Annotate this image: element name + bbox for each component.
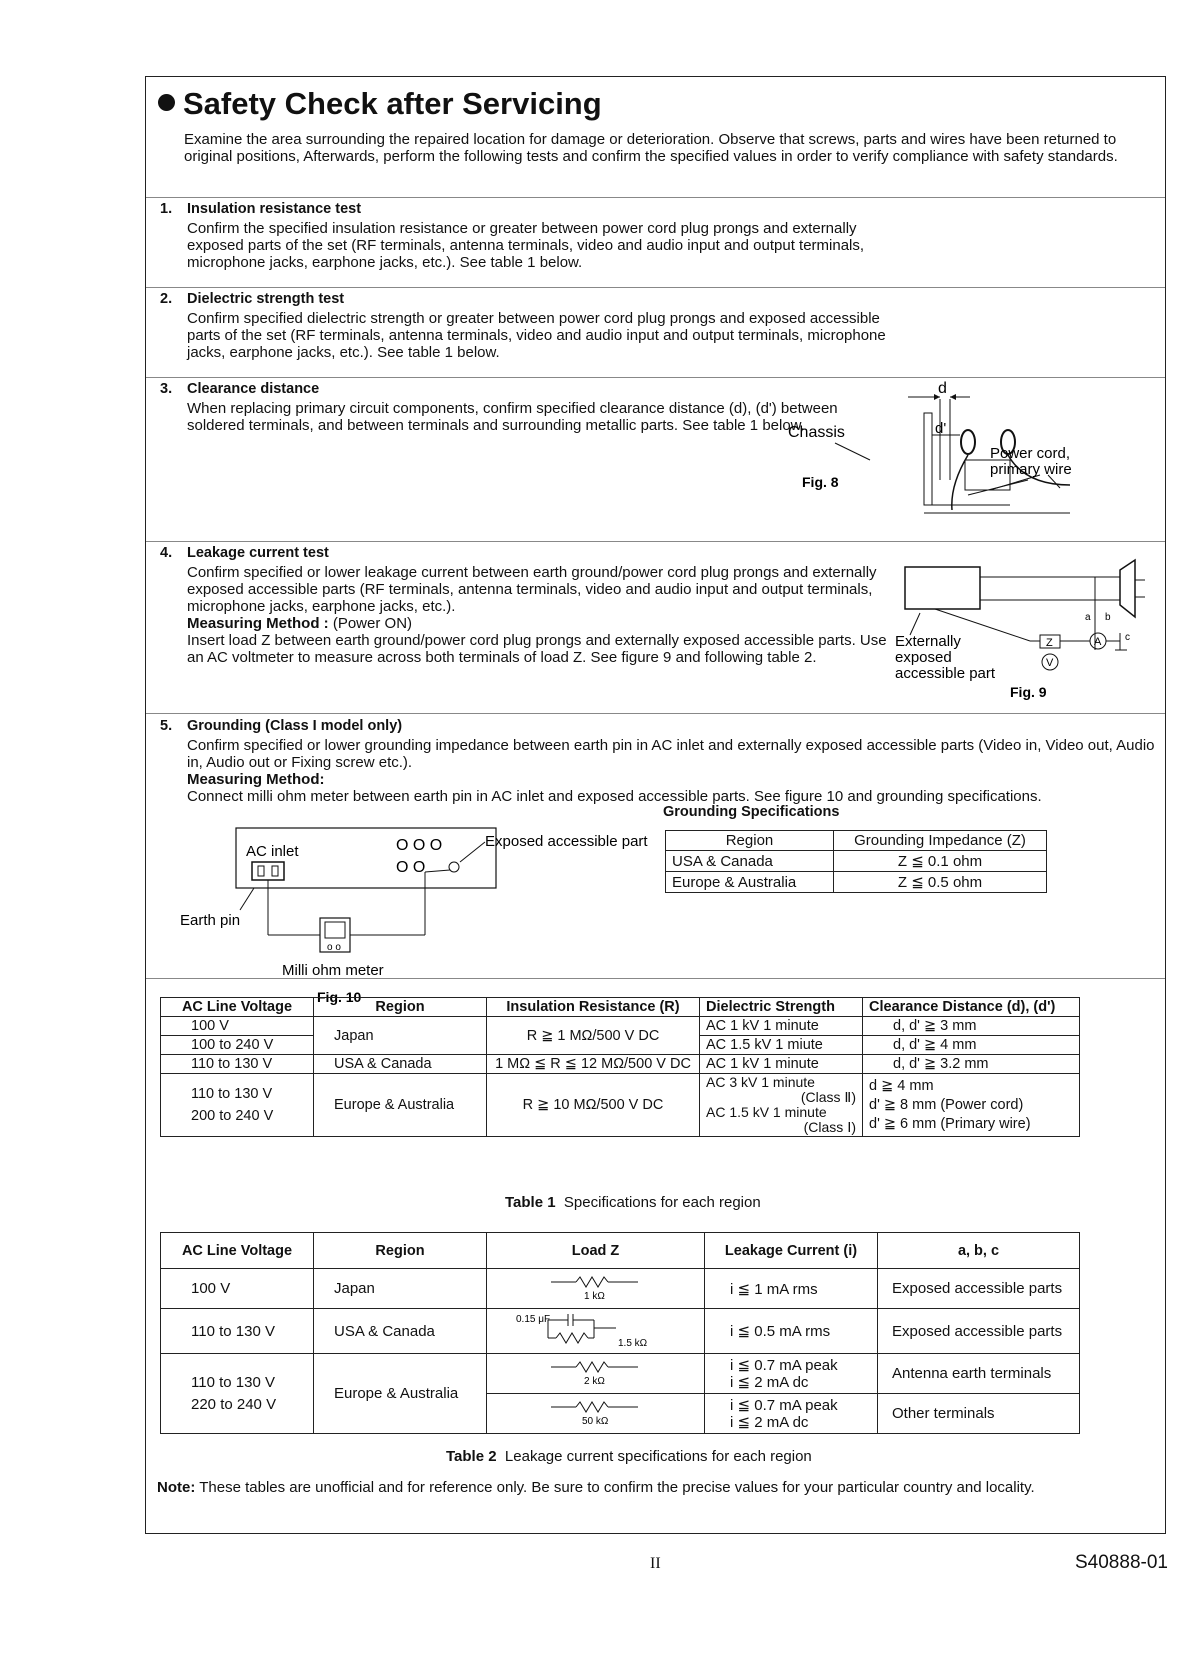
table-cell: Exposed accessible parts <box>878 1309 1080 1354</box>
table-cell <box>487 1309 705 1354</box>
caption-text: Specifications for each region <box>563 1194 761 1211</box>
fig9-z: Z <box>1046 637 1053 649</box>
measuring-method-label: Measuring Method: <box>187 771 325 788</box>
section-number: 4. <box>160 545 173 561</box>
table-row <box>666 831 1047 851</box>
resistor-icon <box>546 1397 646 1427</box>
table-cell <box>487 1354 705 1394</box>
fig9-externally: Externally <box>895 633 961 650</box>
fig10-ac-inlet: AC inlet <box>246 843 299 860</box>
divider <box>146 197 1165 198</box>
fig10-exposed-part: Exposed accessible part <box>485 833 648 850</box>
divider <box>146 978 1165 979</box>
table2-caption <box>446 1448 812 1465</box>
caption-label: Table 1 <box>505 1194 556 1211</box>
table-cell: Japan <box>314 1017 487 1055</box>
leakage-line: i ≦ 2 mA dc <box>730 1373 809 1391</box>
leakage-line: i ≦ 0.7 mA peak <box>730 1356 838 1374</box>
caption-text: Leakage current specifications for each region <box>504 1448 812 1465</box>
fig9-exposed: exposed <box>895 649 952 666</box>
table-cell: USA & Canada <box>314 1055 487 1074</box>
table-row <box>161 1233 1080 1269</box>
load-value: 1.5 kΩ <box>617 1338 647 1349</box>
section-number: 1. <box>160 201 173 217</box>
fig8-primary-wire: primary wire <box>990 461 1072 478</box>
table-header: Clearance Distance (d), (d') <box>863 998 1080 1017</box>
grounding-table <box>665 830 1047 893</box>
load-value: 2 kΩ <box>583 1375 605 1387</box>
voltage-line: 110 to 130 V <box>191 1086 273 1102</box>
section-text: Confirm specified or lower leakage current between earth ground/power cord plug prongs and externally exposed accessible parts (RF terminals, antenna terminals, video and audio input and output terminals, microphone jacks, earphone jacks, etc.). <box>187 564 877 615</box>
measuring-method-label: Measuring Method : <box>187 615 329 632</box>
table-cell: AC 1 kV 1 minute <box>700 1017 863 1036</box>
load-value: 50 kΩ <box>581 1415 608 1427</box>
fig10-meter-label: Milli ohm meter <box>282 962 384 979</box>
dielectric-class: (Class Ⅱ) <box>800 1089 856 1105</box>
dielectric-line: AC 3 kV 1 minute <box>706 1074 815 1090</box>
divider <box>146 287 1165 288</box>
fig8-d2-label: d' <box>935 420 947 437</box>
divider <box>146 541 1165 542</box>
table-cell <box>705 1394 878 1434</box>
table-cell: USA & Canada <box>314 1309 487 1354</box>
fig8-diagram <box>788 380 1165 540</box>
table-cell: 110 to 130 V <box>161 1309 314 1354</box>
clearance-line: d' ≧ 8 mm (Power cord) <box>869 1096 1024 1113</box>
table-header: AC Line Voltage <box>161 998 314 1017</box>
table-cell: USA & Canada <box>666 851 834 872</box>
section-number: 2. <box>160 291 173 307</box>
fig10-earth-pin: Earth pin <box>180 912 241 929</box>
section-heading: Insulation resistance test <box>187 201 362 217</box>
page-number: II <box>650 1555 661 1572</box>
table-row <box>666 872 1047 893</box>
table-cell: 100 to 240 V <box>161 1036 314 1055</box>
table-cell <box>700 1074 863 1137</box>
section-heading: Clearance distance <box>187 381 320 397</box>
fig8-chassis: Chassis <box>788 424 845 441</box>
table-header: Insulation Resistance (R) <box>487 998 700 1017</box>
table-cell: AC 1.5 kV 1 miute <box>700 1036 863 1055</box>
section-number: 5. <box>160 718 173 734</box>
table-row <box>161 1309 1080 1354</box>
voltage-line: 220 to 240 V <box>191 1395 277 1413</box>
table-cell: Exposed accessible parts <box>878 1269 1080 1309</box>
table-header: AC Line Voltage <box>161 1233 314 1269</box>
table-cell <box>487 1394 705 1434</box>
section-text: Confirm specified dielectric strength or greater between power cord plug prongs and exposed accessible parts of the set (RF terminals, antenna terminals, video and audio input and output terminals, microphone jacks, earphone jacks, etc.). See table 1 below. <box>187 310 886 361</box>
table-row <box>161 1354 1080 1394</box>
table-header: Region <box>314 1233 487 1269</box>
table-cell: R ≧ 10 MΩ/500 V DC <box>487 1074 700 1137</box>
table-cell: 100 V <box>161 1269 314 1309</box>
load-value: 0.15 μF <box>515 1314 550 1325</box>
section-text: When replacing primary circuit components, confirm specified clearance distance (d), (d') between soldered terminals, and between terminals and surrounding metallic parts. See table 1 below. <box>187 400 838 434</box>
fig10-holes-top: O O O <box>396 837 443 854</box>
table-cell: Europe & Australia <box>314 1074 487 1137</box>
table-cell <box>487 1269 705 1309</box>
table-cell: d, d' ≧ 4 mm <box>863 1036 1080 1055</box>
fig10-meter-terminals: o o <box>327 942 341 953</box>
divider <box>146 713 1165 714</box>
note-label: Note: <box>157 1479 196 1496</box>
table-cell: d, d' ≧ 3 mm <box>863 1017 1080 1036</box>
table-row <box>161 998 1080 1017</box>
section-text: Confirm specified or lower grounding impedance between earth pin in AC inlet and externally exposed accessible parts (Video in, Video out, Audio in, Audio out or Fixing screw etc.). <box>187 737 1155 771</box>
table-header: Region <box>314 998 487 1017</box>
dielectric-class: (Class Ⅰ) <box>803 1119 856 1135</box>
table-cell: Z ≦ 0.5 ohm <box>834 872 1047 893</box>
measuring-method <box>187 615 412 632</box>
fig10-holes-bottom: O O <box>396 859 426 876</box>
section-number: 3. <box>160 381 173 397</box>
fig8-power-cord: Power cord, <box>990 445 1071 462</box>
table-cell <box>863 1074 1080 1137</box>
table-header: Load Z <box>487 1233 705 1269</box>
table-cell: Antenna earth terminals <box>878 1354 1080 1394</box>
section-text-2: Insert load Z between earth ground/power cord plug prongs and externally exposed accessible parts. Use an AC voltmeter to measure across both terminals of load Z. See figure 9 and following table 2. <box>187 632 887 666</box>
table-header: a, b, c <box>878 1233 1080 1269</box>
load-value: 1 kΩ <box>583 1290 605 1302</box>
table-cell: AC 1 kV 1 minute <box>700 1055 863 1074</box>
caption-label: Table 2 <box>446 1448 497 1465</box>
fig10-diagram <box>180 820 700 1020</box>
note-text: These tables are unofficial and for reference only. Be sure to confirm the precise values for your particular country and locality. <box>199 1479 1035 1496</box>
table-cell: Europe & Australia <box>314 1354 487 1434</box>
table-cell: Europe & Australia <box>666 872 834 893</box>
intro-text: Examine the area surrounding the repaired location for damage or deterioration. Observe that screws, parts and wires have been returned to original positions, Afterwards, perform the following tests and confirm the specified values in order to verify compliance with safety standards. <box>184 131 1118 165</box>
section-heading: Grounding (Class I model only) <box>187 718 403 734</box>
table-cell: 110 to 130 V <box>161 1055 314 1074</box>
fig9-lc: c <box>1125 632 1130 643</box>
table2 <box>160 1232 1080 1434</box>
resistor-icon <box>546 1357 646 1387</box>
table-cell: Z ≦ 0.1 ohm <box>834 851 1047 872</box>
table-header: Leakage Current (i) <box>705 1233 878 1269</box>
fig9-la: a <box>1085 612 1091 623</box>
dielectric-line: AC 1.5 kV 1 minute <box>706 1104 827 1120</box>
table-cell: R ≧ 1 MΩ/500 V DC <box>487 1017 700 1055</box>
fig9-lb: b <box>1105 612 1111 623</box>
table-cell: Other terminals <box>878 1394 1080 1434</box>
table-cell: Japan <box>314 1269 487 1309</box>
fig10-caption: Fig. 10 <box>317 989 362 1005</box>
table-cell: i ≦ 1 mA rms <box>705 1269 878 1309</box>
table1-caption <box>505 1194 761 1211</box>
table1 <box>160 997 1080 1137</box>
fig9-diagram <box>895 555 1165 705</box>
table-header: Region <box>666 831 834 851</box>
leakage-line: i ≦ 2 mA dc <box>730 1413 809 1431</box>
table-row <box>161 1269 1080 1309</box>
clearance-line: d ≧ 4 mm <box>869 1077 934 1094</box>
fig9-caption: Fig. 9 <box>1010 684 1047 700</box>
section-heading: Dielectric strength test <box>187 291 345 307</box>
section-heading: Leakage current test <box>187 545 329 561</box>
table-row <box>666 851 1047 872</box>
table-cell: 1 MΩ ≦ R ≦ 12 MΩ/500 V DC <box>487 1055 700 1074</box>
voltage-line: 110 to 130 V <box>191 1373 275 1391</box>
fig9-v: V <box>1046 657 1054 669</box>
divider <box>146 377 1165 378</box>
leakage-line: i ≦ 0.7 mA peak <box>730 1396 838 1414</box>
table-header: Grounding Impedance (Z) <box>834 831 1047 851</box>
grounding-title: Grounding Specifications <box>663 804 840 820</box>
table-row <box>161 1055 1080 1074</box>
fig8-caption: Fig. 8 <box>802 474 839 490</box>
section-text: Confirm the specified insulation resistance or greater between power cord plug prongs and externally exposed parts of the set (RF terminals, antenna terminals, video and audio input and output terminals, microphone jacks, earphone jacks, etc.). See table 1 below. <box>187 220 865 271</box>
table-header: Dielectric Strength <box>700 998 863 1017</box>
fig9-a: A <box>1094 636 1102 648</box>
section-text-2: Connect milli ohm meter between earth pin in AC inlet and exposed accessible parts. See figure 10 and grounding specifications. <box>187 788 1042 805</box>
table-cell <box>705 1354 878 1394</box>
page-title: Safety Check after Servicing <box>158 86 602 122</box>
table-cell: d, d' ≧ 3.2 mm <box>863 1055 1080 1074</box>
resistor-icon <box>546 1272 646 1302</box>
voltage-line: 200 to 240 V <box>191 1108 274 1124</box>
table-cell <box>161 1354 314 1434</box>
table-row <box>161 1074 1080 1137</box>
bullet-dot <box>158 94 175 111</box>
doc-code: S40888-01 <box>1075 1552 1168 1573</box>
table-row <box>161 1017 1080 1036</box>
rc-load-icon <box>516 1310 676 1348</box>
fig9-accessible: accessible part <box>895 665 996 682</box>
table-cell: 100 V <box>161 1017 314 1036</box>
fig8-d-label: d <box>938 380 947 397</box>
note <box>157 1479 1035 1496</box>
measuring-method-value: (Power ON) <box>332 615 413 632</box>
table-cell <box>161 1074 314 1137</box>
table-cell: i ≦ 0.5 mA rms <box>705 1309 878 1354</box>
clearance-line: d' ≧ 6 mm (Primary wire) <box>869 1115 1031 1132</box>
